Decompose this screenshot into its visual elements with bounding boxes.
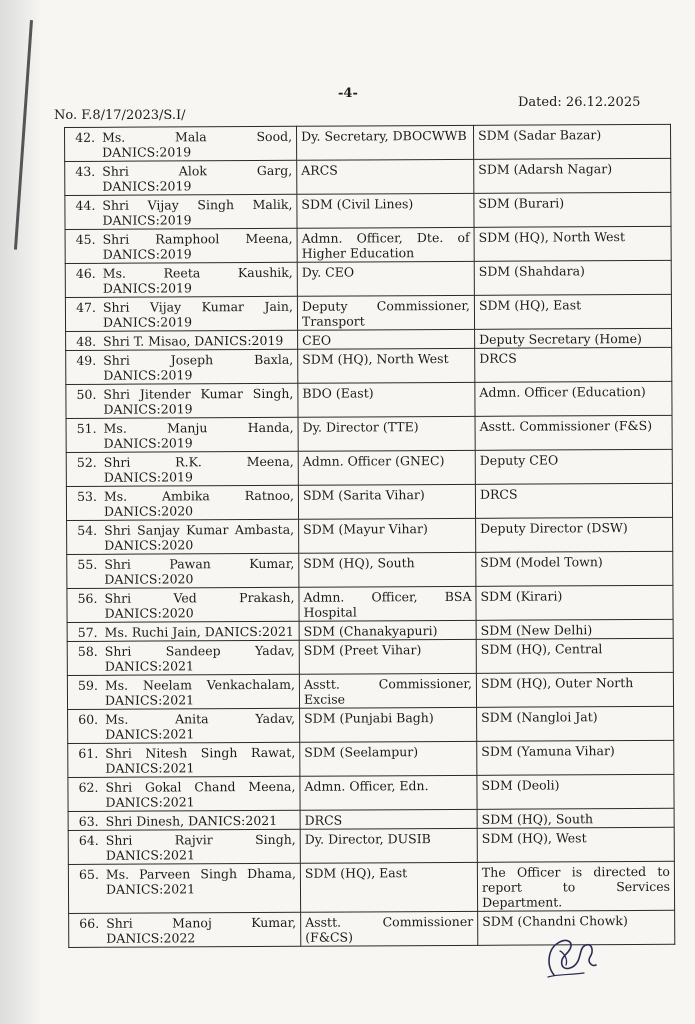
present-posting-cell: Admn. Officer, BSA Hospital <box>299 586 476 621</box>
present-posting-cell: SDM (HQ), East <box>300 862 477 912</box>
serial-number-cell: 63. <box>68 811 102 830</box>
table-row <box>67 585 673 622</box>
table-row <box>65 260 671 297</box>
serial-number-cell: 50. <box>66 384 100 418</box>
present-posting-cell: ARCS <box>297 159 474 194</box>
officer-name-cell: Shri Joseph Baxla, DANICS:2019 <box>99 349 298 384</box>
officer-name-cell: Ms. Anita Yadav, DANICS:2021 <box>101 708 300 743</box>
table-row <box>68 774 674 811</box>
serial-number-cell: 55. <box>67 554 101 588</box>
document-date: Dated: 26.12.2025 <box>518 95 641 110</box>
serial-number-cell: 49. <box>66 350 100 384</box>
new-posting-cell: SDM (New Delhi) <box>476 619 673 639</box>
new-posting-cell: SDM (Deoli) <box>477 774 674 809</box>
serial-number-cell: 65. <box>68 864 102 913</box>
present-posting-cell: SDM (Seelampur) <box>300 741 477 776</box>
officer-name-cell: Shri Sandeep Yadav, DANICS:2021 <box>101 640 300 675</box>
new-posting-cell: SDM (HQ), North West <box>474 226 671 261</box>
new-posting-cell: Deputy Secretary (Home) <box>475 328 672 348</box>
serial-number-cell: 47. <box>65 297 99 331</box>
present-posting-cell: Admn. Officer, Dte. of Higher Education <box>297 227 474 262</box>
officer-name-cell: Shri Jitender Kumar Singh, DANICS:2019 <box>99 383 298 418</box>
present-posting-cell: SDM (Civil Lines) <box>297 193 474 228</box>
serial-number-cell: 48. <box>66 331 100 350</box>
officer-name-cell: Shri R.K. Meena, DANICS:2019 <box>100 451 299 486</box>
present-posting-cell: SDM (Sarita Vihar) <box>298 484 475 519</box>
present-posting-cell: Dy. Director, DUSIB <box>300 828 477 863</box>
new-posting-cell: SDM (Sadar Bazar) <box>473 124 670 159</box>
table-row <box>65 158 671 195</box>
page-number: -4- <box>338 86 358 101</box>
officer-name-cell: Ms. Parveen Singh Dhama, DANICS:2021 <box>102 863 301 913</box>
officer-name-cell: Shri Ved Prakash, DANICS:2020 <box>100 587 299 622</box>
officer-name-cell: Shri Gokal Chand Meena, DANICS:2021 <box>101 776 300 811</box>
new-posting-cell: SDM (HQ), Central <box>476 638 673 673</box>
officer-name-cell: Shri Alok Garg, DANICS:2019 <box>98 160 297 195</box>
new-posting-cell: Asstt. Commissioner (F&S) <box>475 415 672 450</box>
serial-number-cell: 53. <box>66 486 100 520</box>
officer-name-cell: Shri Pawan Kumar, DANICS:2020 <box>100 553 299 588</box>
table-row <box>68 740 674 777</box>
serial-number-cell: 58. <box>67 641 101 675</box>
table-row <box>66 347 672 384</box>
new-posting-cell: SDM (Yamuna Vihar) <box>477 740 674 775</box>
present-posting-cell: SDM (Chanakyapuri) <box>299 620 476 640</box>
new-posting-cell: SDM (Adarsh Nagar) <box>474 158 671 193</box>
posting-table <box>64 124 675 948</box>
table-row <box>65 124 671 161</box>
officer-name-cell: Shri Dinesh, DANICS:2021 <box>102 810 301 830</box>
present-posting-cell: Asstt. Commissioner, Excise <box>299 673 476 708</box>
present-posting-cell: Deputy Commissioner, Transport <box>297 295 474 330</box>
new-posting-cell: SDM (HQ), West <box>477 827 674 862</box>
officer-name-cell: Shri Ramphool Meena, DANICS:2019 <box>99 228 298 263</box>
present-posting-cell: SDM (HQ), North West <box>298 348 475 383</box>
officer-name-cell: Ms. Neelam Venkachalam, DANICS:2021 <box>101 674 300 709</box>
present-posting-cell: CEO <box>298 329 475 349</box>
new-posting-cell: The Officer is directed to report to Services Department. <box>477 861 674 911</box>
new-posting-cell: DRCS <box>475 347 672 382</box>
officer-name-cell: Ms. Manju Handa, DANICS:2019 <box>100 417 299 452</box>
table-row <box>67 672 673 709</box>
new-posting-cell: SDM (Burari) <box>474 192 671 227</box>
serial-number-cell: 60. <box>68 709 102 743</box>
new-posting-cell: Admn. Officer (Education) <box>475 381 672 416</box>
new-posting-cell: SDM (HQ), East <box>474 294 671 329</box>
present-posting-cell: DRCS <box>300 809 477 829</box>
officer-name-cell: Shri Vijay Singh Malik, DANICS:2019 <box>98 194 297 229</box>
officer-name-cell: Ms. Reeta Kaushik, DANICS:2019 <box>99 262 298 297</box>
table-row <box>66 415 672 452</box>
officer-name-cell: Shri Nitesh Singh Rawat, DANICS:2021 <box>101 742 300 777</box>
serial-number-cell: 56. <box>67 588 101 622</box>
present-posting-cell: BDO (East) <box>298 382 475 417</box>
serial-number-cell: 59. <box>67 675 101 709</box>
table-row <box>65 226 671 263</box>
serial-number-cell: 62. <box>68 777 102 811</box>
officer-name-cell: Shri Manoj Kumar, DANICS:2022 <box>102 912 301 947</box>
posting-table-body <box>65 124 675 947</box>
signature-mark <box>540 935 600 979</box>
present-posting-cell: Admn. Officer, Edn. <box>300 775 477 810</box>
new-posting-cell: SDM (Shahdara) <box>474 260 671 295</box>
serial-number-cell: 51. <box>66 418 100 452</box>
serial-number-cell: 43. <box>65 161 99 195</box>
serial-number-cell: 54. <box>67 520 101 554</box>
table-row <box>68 706 674 743</box>
officer-name-cell: Shri Rajvir Singh, DANICS:2021 <box>102 829 301 864</box>
serial-number-cell: 66. <box>69 913 103 947</box>
new-posting-cell: SDM (Kirari) <box>476 585 673 620</box>
new-posting-cell: SDM (Model Town) <box>476 551 673 586</box>
officer-name-cell: Shri T. Misao, DANICS:2019 <box>99 330 298 350</box>
table-row <box>68 861 674 913</box>
officer-name-cell: Shri Vijay Kumar Jain, DANICS:2019 <box>99 296 298 331</box>
present-posting-cell: Dy. Secretary, DBOCWWB <box>296 125 473 160</box>
table-row <box>67 517 673 554</box>
present-posting-cell: Dy. Director (TTE) <box>298 416 475 451</box>
table-row <box>66 449 672 486</box>
officer-name-cell: Ms. Ruchi Jain, DANICS:2021 <box>101 621 300 641</box>
table-row <box>67 638 673 675</box>
new-posting-cell: SDM (Nangloi Jat) <box>477 706 674 741</box>
serial-number-cell: 57. <box>67 622 101 641</box>
present-posting-cell: SDM (Mayur Vihar) <box>299 518 476 553</box>
table-row <box>67 551 673 588</box>
serial-number-cell: 52. <box>66 452 100 486</box>
serial-number-cell: 42. <box>65 127 99 161</box>
present-posting-cell: SDM (Preet Vihar) <box>299 639 476 674</box>
present-posting-cell: SDM (HQ), South <box>299 552 476 587</box>
serial-number-cell: 64. <box>68 830 102 864</box>
table-row <box>66 483 672 520</box>
table-row <box>65 294 671 331</box>
new-posting-cell: SDM (Chandni Chowk) <box>478 910 675 945</box>
new-posting-cell: SDM (HQ), Outer North <box>476 672 673 707</box>
new-posting-cell: DRCS <box>475 483 672 518</box>
officer-name-cell: Ms. Mala Sood, DANICS:2019 <box>98 126 297 161</box>
new-posting-cell: SDM (HQ), South <box>477 808 674 828</box>
present-posting-cell: Admn. Officer (GNEC) <box>298 450 475 485</box>
table-row <box>65 192 671 229</box>
present-posting-cell: Dy. CEO <box>297 261 474 296</box>
serial-number-cell: 61. <box>68 743 102 777</box>
serial-number-cell: 46. <box>65 263 99 297</box>
present-posting-cell: Asstt. Commissioner (F&CS) <box>301 911 478 946</box>
table-row <box>68 827 674 864</box>
present-posting-cell: SDM (Punjabi Bagh) <box>300 707 477 742</box>
table-row <box>66 381 672 418</box>
file-number: No. F.8/17/2023/S.I/ <box>54 108 186 123</box>
new-posting-cell: Deputy Director (DSW) <box>476 517 673 552</box>
officer-name-cell: Ms. Ambika Ratnoo, DANICS:2020 <box>100 485 299 520</box>
posting-table-container <box>64 124 671 948</box>
new-posting-cell: Deputy CEO <box>475 449 672 484</box>
officer-name-cell: Shri Sanjay Kumar Ambasta, DANICS:2020 <box>100 519 299 554</box>
serial-number-cell: 44. <box>65 195 99 229</box>
serial-number-cell: 45. <box>65 229 99 263</box>
